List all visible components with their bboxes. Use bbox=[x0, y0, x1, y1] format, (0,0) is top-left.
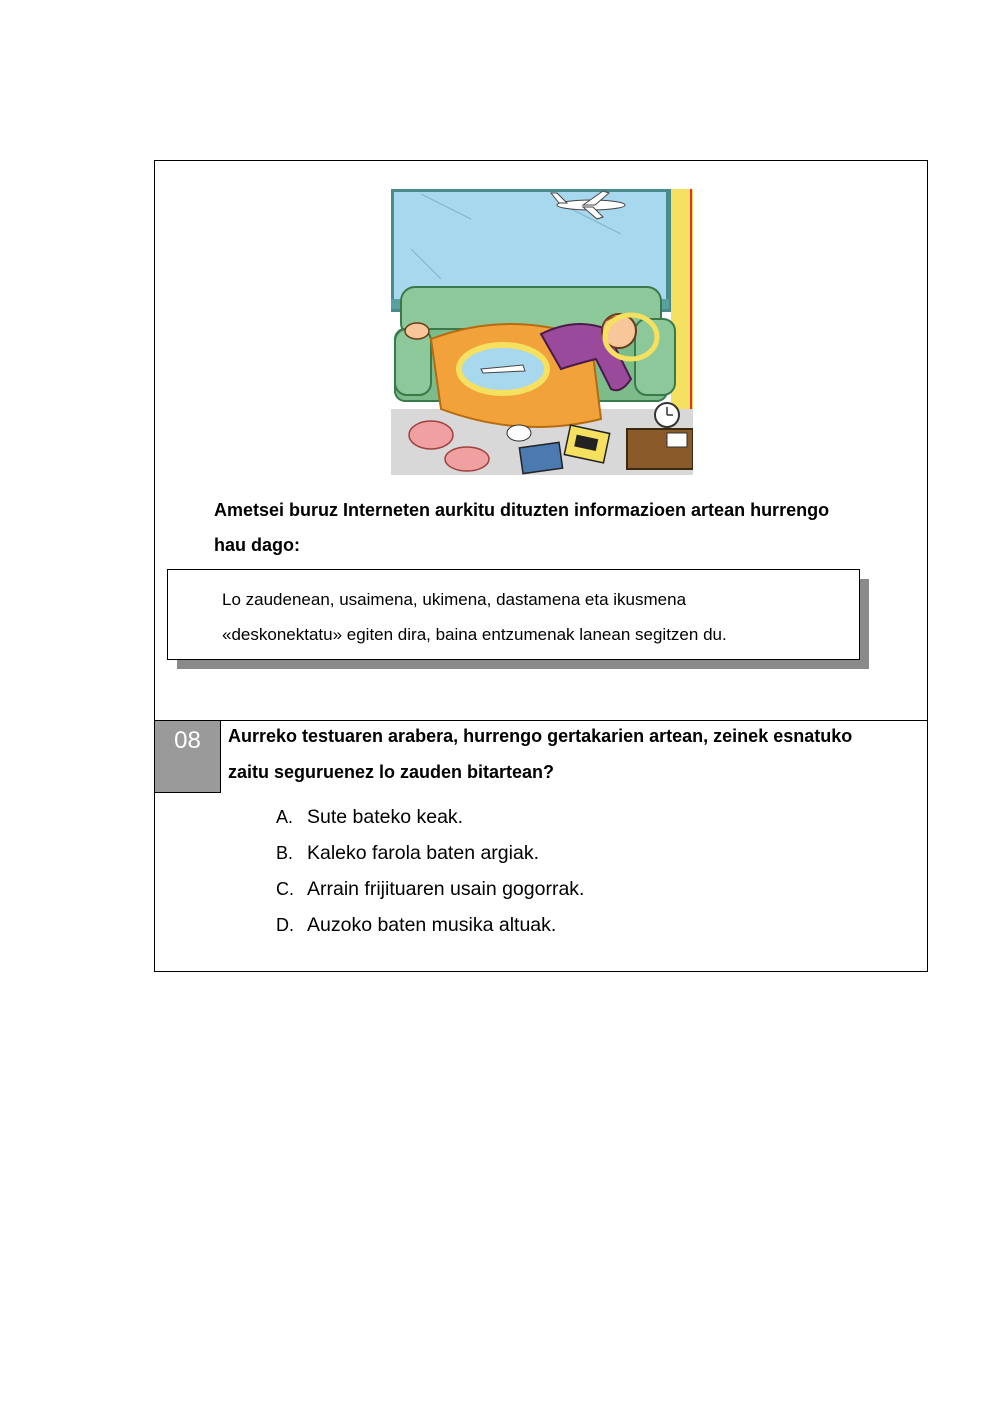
intro-line-1: Ametsei buruz Interneten aurkitu dituzten informazioen artean hurrengo bbox=[214, 500, 830, 520]
option-letter: B. bbox=[276, 843, 294, 863]
option-c[interactable] bbox=[276, 871, 584, 907]
quote-line-1: Lo zaudenean, usaimena, ukimena, dastamena eta ikusmena bbox=[222, 590, 687, 609]
option-text: Arrain frijituaren usain gogorrak. bbox=[307, 878, 585, 900]
option-text: Auzoko baten musika altuak. bbox=[307, 914, 557, 936]
sleeping-man-illustration bbox=[391, 189, 693, 475]
quote-box bbox=[167, 569, 860, 660]
option-letter: A. bbox=[276, 807, 294, 827]
question-number-badge: 08 bbox=[155, 721, 221, 793]
option-d[interactable] bbox=[276, 907, 584, 943]
option-text: Kaleko farola baten argiak. bbox=[307, 842, 539, 864]
option-letter: C. bbox=[276, 879, 294, 899]
answer-options bbox=[276, 799, 584, 943]
question-line-1: Aurreko testuaren arabera, hurrengo gertakarien artean, zeinek esnatuko bbox=[228, 726, 853, 746]
question-text bbox=[228, 718, 928, 790]
quote-line-2: «deskonektatu» egiten dira, baina entzumenak lanean segitzen du. bbox=[222, 625, 727, 644]
option-letter: D. bbox=[276, 915, 294, 935]
option-b[interactable] bbox=[276, 835, 584, 871]
option-a[interactable] bbox=[276, 799, 584, 835]
option-text: Sute bateko keak. bbox=[307, 806, 464, 828]
exercise-sheet bbox=[154, 160, 928, 972]
alarm-clock-icon bbox=[655, 403, 679, 427]
question-line-2: zaitu seguruenez lo zauden bitartean? bbox=[228, 762, 555, 782]
intro-text bbox=[214, 493, 914, 563]
intro-line-2: hau dago: bbox=[214, 535, 300, 555]
